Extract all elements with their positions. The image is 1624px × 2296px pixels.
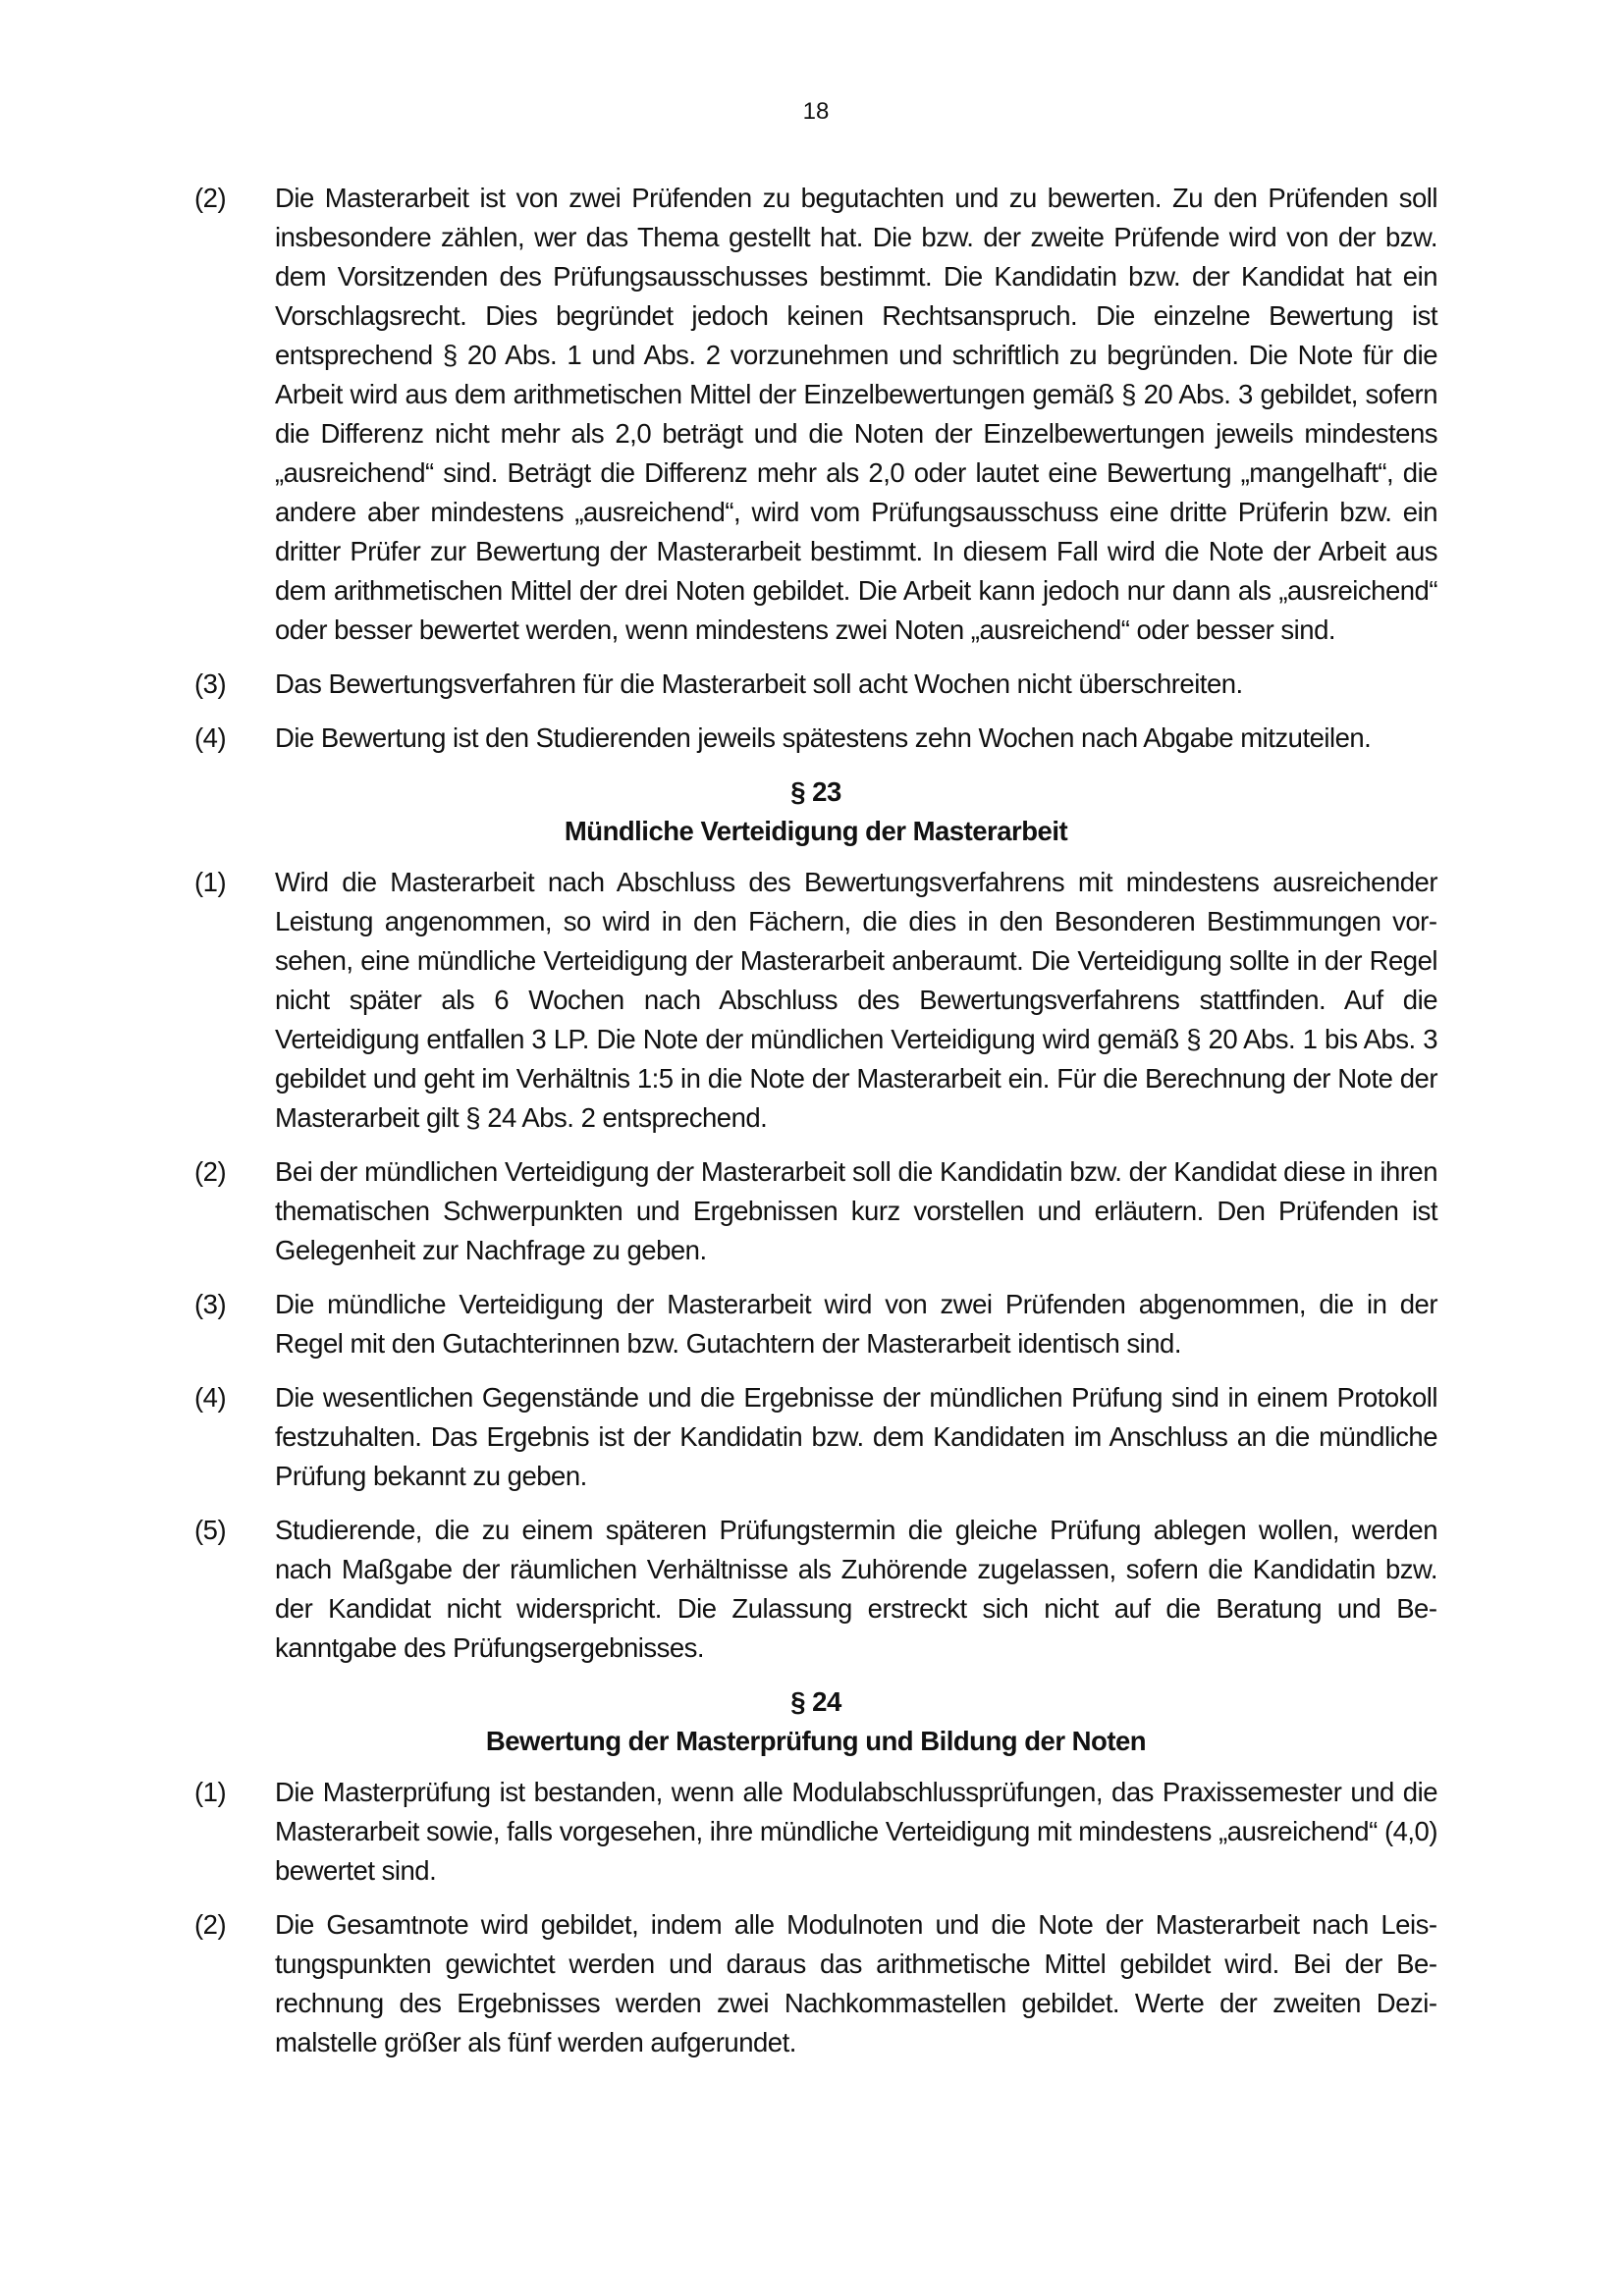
paragraph	[194, 1285, 1437, 1363]
paragraph-text: Studierende, die zu einem späteren Prüfungstermin die gleiche Prüfung ablegen wollen, werden nach Maßgabe der räumlichen Verhältnisse als Zuhörende zugelassen, sofern die Kandidatin bzw. der Kandidat nicht widerspricht. Die Zulassung erstreckt sich nicht auf die Beratung und Bekanntgabe des Prüfungsergebnisses.	[275, 1515, 1437, 1663]
paragraph-number: (4)	[194, 1382, 227, 1413]
section-heading	[194, 1682, 1437, 1761]
section-number: § 24	[790, 1686, 841, 1717]
paragraph-number: (1)	[194, 1777, 227, 1807]
paragraph-number: (2)	[194, 1156, 227, 1187]
paragraph-number: (5)	[194, 1515, 227, 1545]
paragraph-text: Bei der mündlichen Verteidigung der Masterarbeit soll die Kandidatin bzw. der Kandidat diese in ihren thematischen Schwerpunkten und Ergebnissen kurz vorstellen und erläutern. Den Prüfenden ist Gelegenheit zur Nachfrage zu geben.	[275, 1156, 1437, 1265]
paragraph-number: (4)	[194, 722, 227, 753]
paragraph-text: Die mündliche Verteidigung der Masterarbeit wird von zwei Prüfenden abgenommen, die in der Regel mit den Gutachterinnen bzw. Gutachtern der Masterarbeit identisch sind.	[275, 1289, 1437, 1359]
section-title: Mündliche Verteidigung der Masterarbeit	[564, 816, 1068, 846]
paragraph-text: Das Bewertungsverfahren für die Masterarbeit soll acht Wochen nicht überschreiten.	[275, 668, 1243, 699]
paragraph	[194, 863, 1437, 1138]
paragraph-number: (3)	[194, 1289, 227, 1319]
paragraph	[194, 1773, 1437, 1891]
paragraph	[194, 1378, 1437, 1496]
paragraph	[194, 1905, 1437, 2062]
section-number: § 23	[790, 776, 841, 807]
paragraph-text: Wird die Masterarbeit nach Abschluss des Bewertungsverfahrens mit mindestens ausreichender Leistung angenommen, so wird in den Fächern, die dies in den Besonderen Bestimmungen vorsehen, eine mündliche Verteidigung der Masterarbeit anberaumt. Die Verteidigung sollte in der Regel nicht später als 6 Wochen nach Abschluss des Bewertungsverfahrens stattfinden. Auf die Verteidigung entfallen 3 LP. Die Note der mündlichen Verteidigung wird gemäß § 20 Abs. 1 bis Abs. 3 gebildet und geht im Verhältnis 1:5 in die Note der Masterarbeit ein. Für die Berechnung der Note der Masterarbeit gilt § 24 Abs. 2 entsprechend.	[275, 867, 1437, 1133]
paragraph-text: Die Masterarbeit ist von zwei Prüfenden zu begutachten und zu bewerten. Zu den Prüfenden soll insbesondere zählen, wer das Thema gestellt hat. Die bzw. der zweite Prüfende wird von der bzw. dem Vorsitzenden des Prüfungsausschusses bestimmt. Die Kandidatin bzw. der Kandidat hat ein Vorschlagsrecht. Dies begründet jedoch keinen Rechtsanspruch. Die einzelne Bewertung ist entsprechend § 20 Abs. 1 und Abs. 2 vorzunehmen und schriftlich zu begründen. Die Note für die Arbeit wird aus dem arithmetischen Mittel der Einzelbewertungen gemäß § 20 Abs. 3 gebildet, sofern die Differenz nicht mehr als 2,0 beträgt und die Noten der Einzelbewertungen jeweils mindestens „ausreichend“ sind. Beträgt die Differenz mehr als 2,0 oder lautet eine Bewertung „mangelhaft“, die andere aber mindestens „ausreichend“, wird vom Prüfungsausschuss eine dritte Prüferin bzw. ein dritter Prüfer zur Bewertung der Masterarbeit bestimmt. In diesem Fall wird die Note der Arbeit aus dem arithmetischen Mittel der drei Noten gebildet. Die Arbeit kann jedoch nur dann als „ausreichend“ oder besser bewertet werden, wenn mindestens zwei Noten „ausreichend“ oder besser sind.	[275, 183, 1437, 645]
paragraph-text: Die wesentlichen Gegenstände und die Ergebnisse der mündlichen Prüfung sind in einem Protokoll festzuhalten. Das Ergebnis ist der Kandidatin bzw. dem Kandidaten im Anschluss an die mündliche Prüfung bekannt zu geben.	[275, 1382, 1437, 1491]
section-title: Bewertung der Masterprüfung und Bildung der Noten	[485, 1726, 1147, 1756]
page-number: 18	[802, 98, 830, 125]
paragraph	[194, 1511, 1437, 1668]
paragraph-number: (2)	[194, 183, 227, 213]
paragraph	[194, 665, 1437, 704]
paragraph-number: (2)	[194, 1909, 227, 1940]
paragraph-text: Die Masterprüfung ist bestanden, wenn alle Modulabschlussprüfungen, das Praxissemester und die Masterarbeit sowie, falls vorgesehen, ihre mündliche Verteidigung mit mindestens „ausreichend“ (4,0) bewertet sind.	[275, 1777, 1437, 1886]
paragraph-number: (3)	[194, 668, 227, 699]
paragraph	[194, 719, 1437, 758]
section-heading	[194, 773, 1437, 851]
paragraph-number: (1)	[194, 867, 227, 897]
paragraph-text: Die Bewertung ist den Studierenden jeweils spätestens zehn Wochen nach Abgabe mitzuteilen.	[275, 722, 1372, 753]
paragraph	[194, 179, 1437, 650]
paragraph	[194, 1152, 1437, 1270]
paragraph-text: Die Gesamtnote wird gebildet, indem alle Modulnoten und die Note der Masterarbeit nach Leistungspunkten gewichtet werden und daraus das arithmetische Mittel gebildet wird. Bei der Berechnung des Ergebnisses werden zwei Nachkommastellen gebildet. Werte der zweiten Dezimalstelle größer als fünf werden aufgerundet.	[275, 1909, 1437, 2057]
